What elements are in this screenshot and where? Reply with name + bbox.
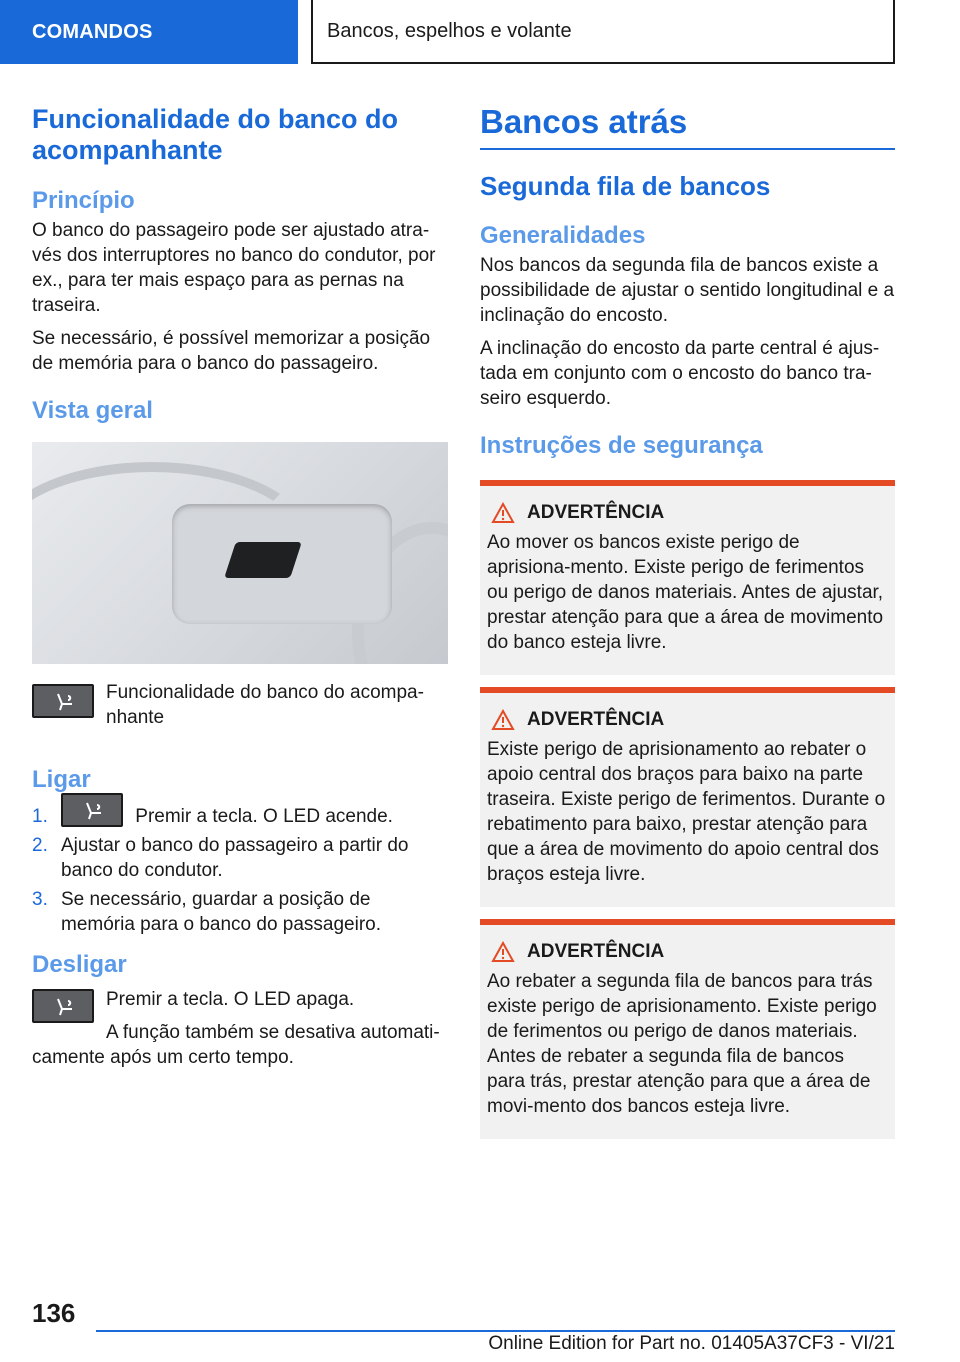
section-title: Funcionalidade do banco do acompanhante <box>32 104 399 165</box>
warning-triangle-icon <box>491 941 515 963</box>
list-item <box>32 887 448 937</box>
footer-divider <box>96 1330 895 1332</box>
warning-text: Existe perigo de aprisionamento ao rebater o apoio central dos braços para baixo na parte traseira. Existe perigo de ferimentos. Durante o rebatimento para baixo, prestar atenção para que a área de movimento do apoio central dos braços esteja livre. <box>487 739 886 885</box>
principle-paragraph-2: Se necessário, é possível memorizar a posição de memória para o banco do passageiro. <box>32 328 431 374</box>
warning-triangle-icon <box>491 709 515 731</box>
warning-text: Ao rebater a segunda fila de bancos para trás existe perigo de aprisionamento. Existe perigo de ferimentos ou perigo de danos materiais. Antes de rebater a segunda fila de bancos para trás, prestar atenção para que a área de movi-mento dos bancos esteja livre. <box>487 971 877 1117</box>
warning-text: Ao mover os bancos existe perigo de aprisiona-mento. Existe perigo de ferimentos ou perigo de danos materiais. Antes de ajustar, prestar atenção para que a área de movimento do banco esteja livre. <box>487 532 884 653</box>
warning-label: ADVERTÊNCIA <box>527 502 665 523</box>
passenger-seat-key-icon <box>61 793 123 827</box>
page-header-title: Bancos, espelhos e volante <box>311 0 895 64</box>
rear-seats-title: Bancos atrás <box>480 102 895 150</box>
warning-label: ADVERTÊNCIA <box>527 709 665 730</box>
step-text: Premir a tecla. O LED acende. <box>135 806 393 827</box>
step-text: Ajustar o banco do passageiro a partir do banco do condutor. <box>61 835 409 881</box>
caption-text: Funcionalidade do banco do acompa-nhante <box>106 682 424 728</box>
list-item <box>32 804 448 829</box>
off-paragraph-2: A função também se desativa automati-camente após um certo tempo. <box>32 1022 440 1068</box>
footer-edition: Online Edition for Part no. 01405A37CF3 - VI/21 <box>488 1333 895 1354</box>
step-number: 2. <box>32 835 48 856</box>
off-heading: Desligar <box>32 951 127 978</box>
on-heading: Ligar <box>32 766 91 793</box>
list-item <box>32 833 448 883</box>
page-number: 136 <box>32 1298 76 1328</box>
general-paragraph-2: A inclinação do encosto da parte central é ajus-tada em conjunto com o encosto do banco tra-seiro esquerdo. <box>480 338 880 409</box>
warning-header <box>487 941 887 963</box>
passenger-seat-key-icon <box>32 989 94 1023</box>
warning-box <box>480 687 895 907</box>
warning-box <box>480 480 895 675</box>
on-steps <box>32 804 448 937</box>
warning-header <box>487 709 887 731</box>
warning-triangle-icon <box>491 502 515 524</box>
general-paragraph-1: Nos bancos da segunda fila de bancos existe a possibilidade de ajustar o sentido longitudinal e a inclinação do encosto. <box>480 255 895 326</box>
step-text: Se necessário, guardar a posição de memória para o banco do passageiro. <box>61 889 382 935</box>
passenger-seat-key-icon <box>32 684 94 718</box>
off-paragraph-1: Premir a tecla. O LED apaga. <box>106 989 355 1010</box>
seat-switch-photo <box>32 442 448 664</box>
principle-paragraph-1: O banco do passageiro pode ser ajustado atra-vés dos interruptores no banco do condutor, por ex., para ter mais espaço para as pernas na traseira. <box>32 220 436 316</box>
off-section <box>32 987 448 1070</box>
safety-heading: Instruções de segurança <box>480 432 763 459</box>
section-tab: COMANDOS <box>0 0 298 64</box>
left-column <box>32 96 448 1070</box>
overview-heading: Vista geral <box>32 397 153 424</box>
step-number: 1. <box>32 806 48 827</box>
photo-caption <box>32 684 448 730</box>
warning-label: ADVERTÊNCIA <box>527 941 665 962</box>
warning-box <box>480 919 895 1139</box>
warning-header <box>487 502 887 524</box>
general-heading: Generalidades <box>480 222 646 249</box>
principle-heading: Princípio <box>32 187 135 214</box>
step-number: 3. <box>32 889 48 910</box>
right-column <box>480 96 895 1139</box>
second-row-title: Segunda fila de bancos <box>480 171 771 201</box>
